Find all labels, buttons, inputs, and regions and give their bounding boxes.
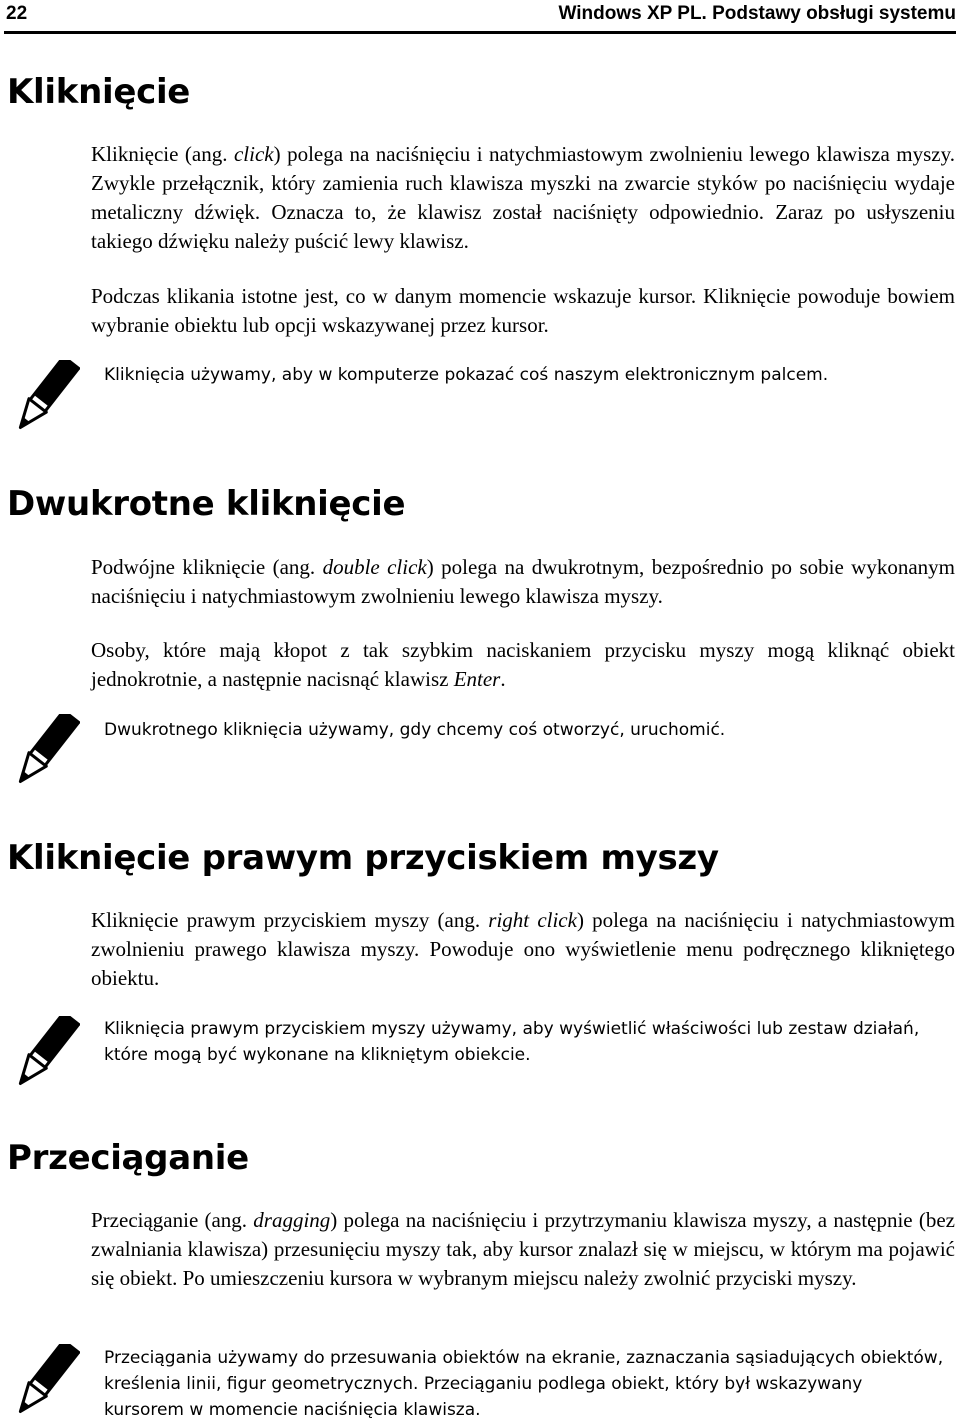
section-heading-klikniecie-prawym: Kliknięcie prawym przyciskiem myszy	[7, 838, 719, 878]
section-heading-przeciaganie: Przeciąganie	[7, 1138, 249, 1178]
running-title: Windows XP PL. Podstawy obsługi systemu	[558, 3, 956, 24]
note-text: Kliknięcia używamy, aby w komputerze pokazać coś naszym elektronicznym palcem.	[104, 365, 829, 385]
note-text: Przeciągania używamy do przesuwania obiektów na ekranie, zaznaczania sąsiadujących obiektów, kreślenia linii, figur geometrycznych. Przeciąganiu podlega obiekt, który był wskazywany kursorem w momencie naciśnięcia klawisza.	[104, 1348, 944, 1420]
section-heading-dwukrotne-klikniecie: Dwukrotne kliknięcie	[7, 484, 406, 524]
section-heading-klikniecie: Kliknięcie	[7, 72, 191, 112]
paragraph: Osoby, które mają kłopot z tak szybkim naciskaniem przycisku myszy mogą kliknąć obiekt jednokrotnie, a następnie nacisnąć klawisz Enter.	[91, 638, 955, 691]
note-text: Dwukrotnego kliknięcia używamy, gdy chcemy coś otworzyć, uruchomić.	[104, 720, 726, 740]
paragraph: Przeciąganie (ang. dragging) polega na naciśnięciu i przytrzymaniu klawisza myszy, a następnie (bez zwalniania klawisza) przesunięciu myszy tak, aby kursor znalazł się w miejscu, w którym ma pojawić się obiekt. Po umieszczeniu kursora w wybranym miejscu należy zwolnić przyciski myszy.	[91, 1208, 955, 1290]
pencil-icon	[10, 1016, 80, 1088]
page-header	[4, 0, 956, 34]
note-text: Kliknięcia prawym przyciskiem myszy używamy, aby wyświetlić właściwości lub zestaw działań, które mogą być wykonane na klikniętym obiekcie.	[104, 1019, 920, 1065]
pencil-icon	[10, 1344, 80, 1416]
paragraph: Kliknięcie prawym przyciskiem myszy (ang. right click) polega na naciśnięciu i natychmiastowym zwolnieniu prawego klawisza myszy. Powoduje ono wyświetlenie menu podręcznego klikniętego obiektu.	[91, 908, 955, 990]
page-number: 22	[6, 3, 28, 24]
pencil-icon	[10, 360, 80, 432]
pencil-icon	[10, 714, 80, 786]
paragraph: Podwójne kliknięcie (ang. double click) polega na dwukrotnym, bezpośrednio po sobie wykonanym naciśnięciu i natychmiastowym zwolnieniu lewego klawisza myszy.	[91, 555, 955, 608]
paragraph: Podczas klikania istotne jest, co w danym momencie wskazuje kursor. Kliknięcie powoduje bowiem wybranie obiektu lub opcji wskazywanej przez kursor.	[91, 284, 955, 337]
paragraph: Kliknięcie (ang. click) polega na naciśnięciu i natychmiastowym zwolnieniu lewego klawisza myszy. Zwykle przełącznik, który zamienia ruch klawisza myszki na zwarcie styków po naciśnięciu wydaje metaliczny dźwięk. Oznacza to, że klawisz został naciśnięty odpowiednio. Zaraz po usłyszeniu takiego dźwięku należy puścić lewy klawisz.	[91, 142, 955, 253]
